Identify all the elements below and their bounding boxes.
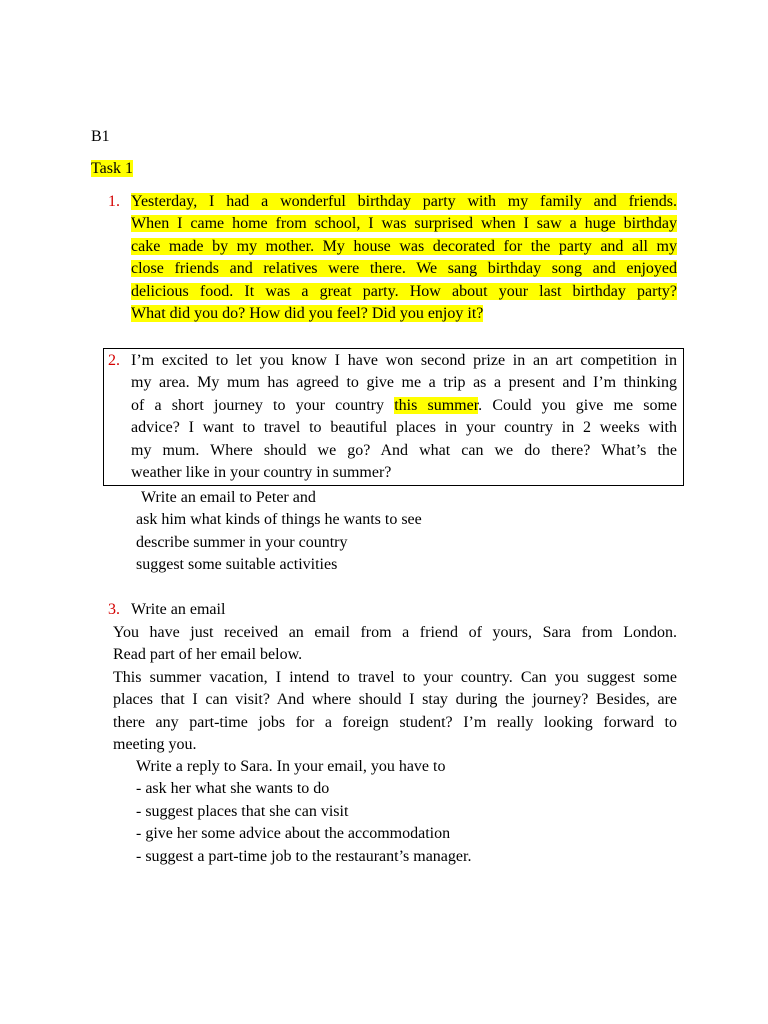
- item-1-line: Yesterday, I had a wonderful birthday party with my family and friends.: [131, 193, 677, 210]
- item-3-line: there any part-time jobs for a foreign student? I’m really looking forward to: [113, 713, 677, 731]
- item-3-line: You have just received an email from a friend of yours, Sara from London.: [113, 624, 677, 641]
- item-1-line: What did you do? How did you feel? Did you enjoy it?: [131, 305, 484, 323]
- item-1-line: When I came home from school, I was surprised when I saw a huge birthday: [131, 215, 677, 233]
- level-heading: B1: [91, 128, 110, 145]
- item-2-instructions: [136, 487, 422, 577]
- item-3-instructions: [136, 756, 471, 868]
- highlighted-phrase: this summer: [394, 396, 479, 414]
- instruction-line: - give her some advice about the accommodation: [136, 825, 451, 843]
- instruction-line: ask him what kinds of things he wants to see: [136, 511, 422, 529]
- item-3-line: This summer vacation, I intend to travel to your country. Can you suggest some: [113, 668, 677, 686]
- instruction-line: Write an email to Peter and: [141, 489, 316, 506]
- item-2-number: 2.: [108, 352, 120, 369]
- item-1-number: 1.: [108, 193, 120, 210]
- item-2-line: my mum. Where should we go? And what can we do there? What’s the: [131, 441, 677, 459]
- item-2-line-part: of a short journey to your country: [131, 396, 395, 414]
- item-3-line: Read part of her email below.: [113, 646, 303, 664]
- item-1-paragraph: [131, 191, 677, 325]
- instruction-line: Write a reply to Sara. In your email, you have to: [136, 758, 446, 775]
- instruction-line: - ask her what she wants to do: [136, 780, 330, 798]
- item-3-title: Write an email: [131, 601, 226, 618]
- item-2-line: my area. My mum has agreed to give me a trip as a present and I’m thinking: [131, 374, 677, 392]
- instruction-line: suggest some suitable activities: [136, 556, 338, 574]
- item-2-line-part: . Could you give me some: [478, 396, 678, 414]
- item-3-line: places that I can visit? And where should I stay during the journey? Besides, are: [113, 691, 677, 709]
- item-3-number: 3.: [108, 601, 120, 618]
- item-2-line: advice? I want to travel to beautiful places in your country in 2 weeks with: [131, 419, 677, 437]
- item-2-line: I’m excited to let you know I have won second prize in an art competition in: [131, 352, 677, 369]
- task-title-text: Task 1: [91, 160, 133, 177]
- instruction-line: - suggest a part-time job to the restaurant’s manager.: [136, 847, 472, 865]
- item-1-line: close friends and relatives were there. We sang birthday song and enjoyed: [131, 260, 677, 278]
- task-title: [91, 159, 133, 179]
- instruction-line: describe summer in your country: [136, 533, 348, 551]
- instruction-line: - suggest places that she can visit: [136, 802, 349, 820]
- item-1-line: cake made by my mother. My house was decorated for the party and all my: [131, 237, 677, 255]
- item-3-paragraph: [113, 622, 677, 756]
- item-2-paragraph: [131, 350, 677, 484]
- item-3-line: meeting you.: [113, 736, 197, 754]
- item-2-line: [131, 395, 677, 417]
- item-2-line: weather like in your country in summer?: [131, 464, 392, 482]
- item-1-line: delicious food. It was a great party. How about your last birthday party?: [131, 282, 677, 300]
